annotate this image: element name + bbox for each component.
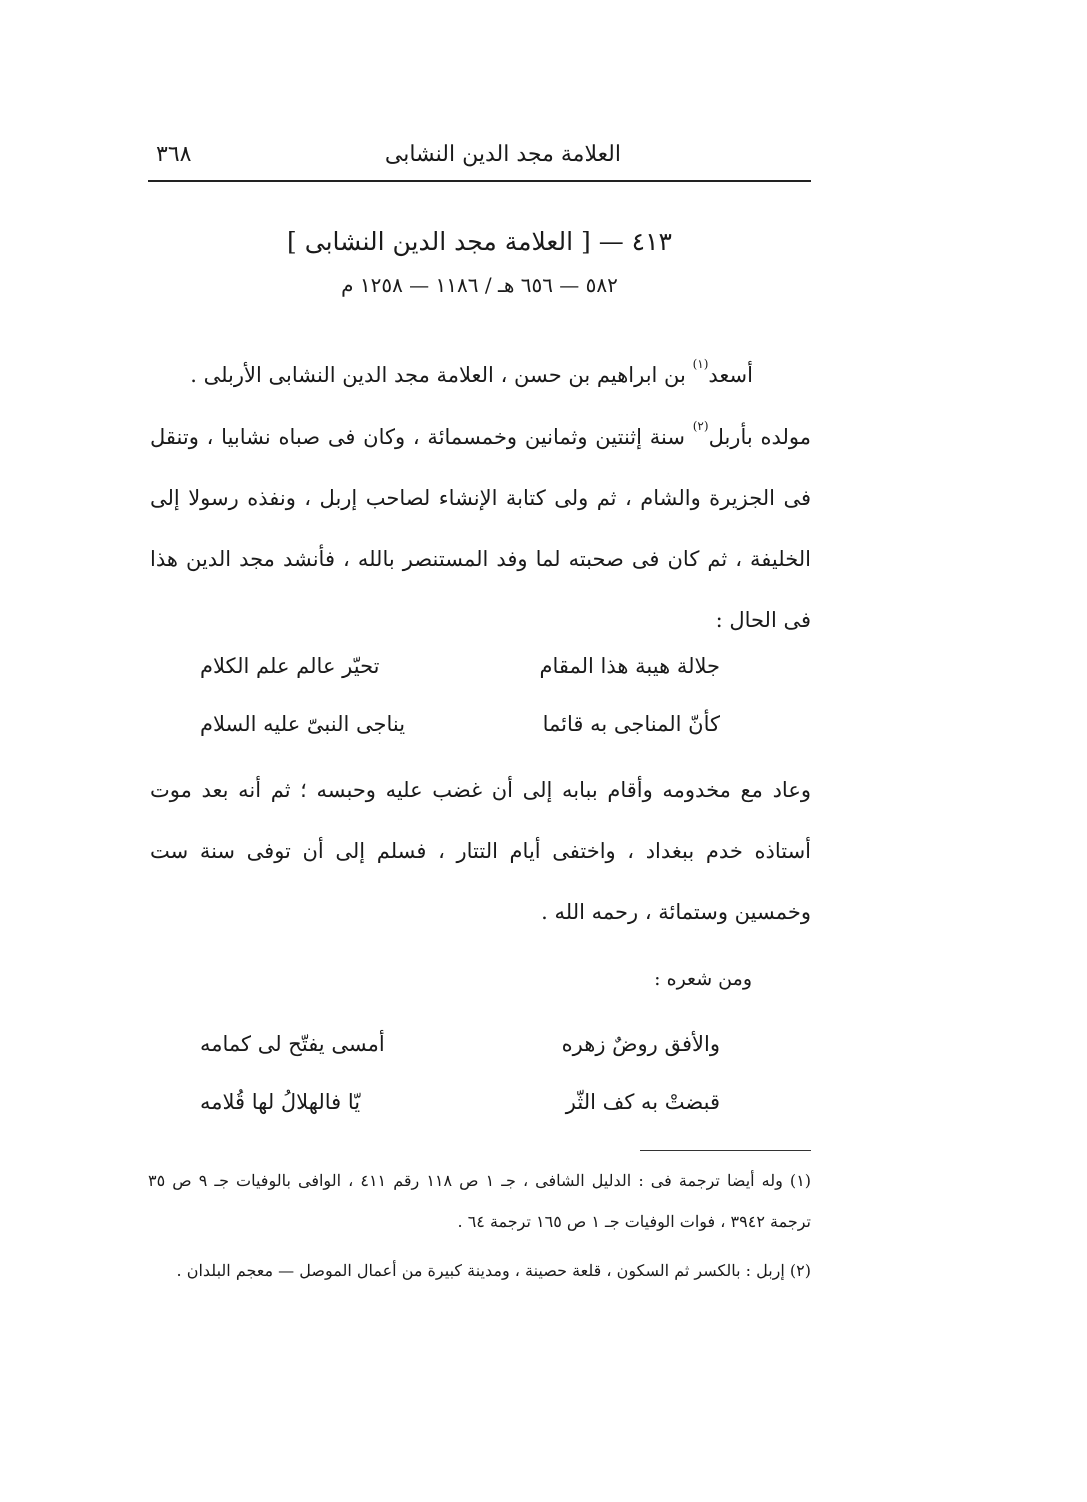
paragraph-continuation: وعاد مع مخدومه وأقام ببابه إلى أن غضب عليه وحبسه ؛ ثم أنه بعد موت أستاذه خدم ببغداد ، واختفى أيام التتار ، فسلم إلى أن توفى سنة ست وخمسين وستمائة ، رحمه الله . [150, 778, 811, 924]
paragraph-biography [150, 396, 811, 651]
footnotes [148, 1160, 811, 1291]
hemistich-first: قبضتْ به كف الثّر [565, 1090, 720, 1114]
entry-dates: ٥٨٢ — ٦٥٦ هـ / ١١٨٦ — ١٢٥٨ م [341, 273, 618, 297]
verse [200, 695, 720, 753]
paragraph-text: أسعد [708, 363, 753, 387]
footnote-2: (٢) إربل : بالكسر ثم السكون ، قلعة حصينة ، ومدينة كبيرة من أعمال الموصل — معجم البلدان . [176, 1261, 811, 1280]
entry-heading [148, 222, 811, 302]
footnote-ref-2: (٢) [692, 419, 709, 433]
poem-1 [200, 637, 720, 753]
hemistich-first: والأفق روضٌ زهره [561, 1032, 720, 1056]
hemistich-second: أمسى يفتّح لى كمامه [200, 1032, 385, 1056]
verse [200, 1015, 720, 1073]
hemistich-second: تحيّر عالم علم الكلام [200, 654, 380, 678]
poem-intro: ومن شعره : [654, 968, 752, 990]
verse [200, 637, 720, 695]
footnote-1: (١) وله أيضا ترجمة فى : الدليل الشافى ، جـ ١ ص ١١٨ رقم ٤١١ ، الوافى بالوفيات جـ ٩ ص ٣٥ ترجمة ٣٩٤٢ ، فوات الوفيات جـ ١ ص ١٦٥ ترجمة ٦٤ . [148, 1171, 812, 1231]
paragraph-text: سنة إثنتين وثمانين وخمسمائة ، وكان فى صباه نشابيا ، وتنقل فى الجزيرة والشام ، ثم ولى كتابة الإنشاء لصاحب إربل ، ونفذه رسولا إلى الخليفة ، ثم كان فى صحبته لما وفد المستنصر بالله ، فأنشد مجد الدين هذا فى الحال : [150, 425, 811, 632]
hemistich-second: يّا فالهلالُ لها قُلامه [200, 1090, 361, 1114]
footnote-ref-1: (١) [692, 357, 709, 371]
paragraph-text: مولده بأربل [708, 425, 811, 449]
hemistich-second: يناجى النبىّ عليه السلام [200, 712, 406, 736]
hemistich-first: كأنّ المناجى به قائما [542, 712, 720, 736]
page-number: ٣٦٨ [156, 142, 192, 167]
running-header [148, 138, 811, 182]
footnote-divider [640, 1150, 811, 1151]
verse [200, 1073, 720, 1131]
hemistich-first: جلالة هيبة هذا المقام [539, 654, 720, 678]
running-title: العلامة مجد الدين النشابى [384, 142, 621, 167]
paragraph-text: بن ابراهيم بن حسن ، العلامة مجد الدين النشابى الأربلى . [190, 363, 693, 387]
poem-2 [200, 1015, 720, 1131]
entry-title: ٤١٣ — [ العلامة مجد الدين النشابى ] [287, 227, 672, 256]
